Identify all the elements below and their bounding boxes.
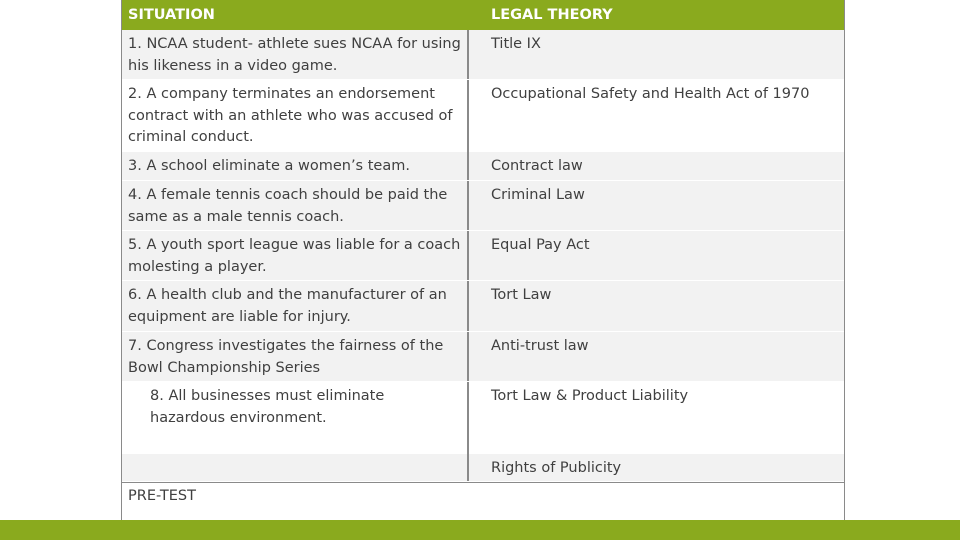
situation-cell: 3. A school eliminate a women’s team. <box>122 152 469 180</box>
table-footer-row <box>122 482 844 520</box>
table-header-row <box>122 0 844 30</box>
situation-cell: 8. All businesses must eliminate hazardous environment. <box>122 382 469 454</box>
table-row <box>122 454 844 482</box>
legal-theory-table <box>121 0 845 520</box>
table-row <box>122 30 844 80</box>
pre-test-label: PRE-TEST <box>128 488 196 504</box>
situation-cell: 1. NCAA student- athlete sues NCAA for using his likeness in a video game. <box>122 30 469 79</box>
table-row <box>122 231 844 281</box>
theory-cell: Occupational Safety and Health Act of 1970 <box>491 86 810 102</box>
table-row <box>122 382 844 454</box>
bottom-accent-bar <box>0 520 960 540</box>
table-row <box>122 80 844 152</box>
table-row <box>122 181 844 231</box>
theory-cell: Rights of Publicity <box>491 460 622 476</box>
table-row <box>122 332 844 382</box>
situation-cell: 4. A female tennis coach should be paid the same as a male tennis coach. <box>122 181 469 230</box>
theory-cell: Equal Pay Act <box>491 237 590 253</box>
header-situation: SITUATION <box>128 7 215 23</box>
situation-cell <box>122 454 469 481</box>
situation-cell: 6. A health club and the manufacturer of an equipment are liable for injury. <box>122 281 469 331</box>
theory-cell: Anti-trust law <box>491 338 589 354</box>
table-row <box>122 281 844 332</box>
situation-cell: 2. A company terminates an endorsement contract with an athlete who was accused of criminal conduct. <box>122 80 469 152</box>
header-legal-theory: LEGAL THEORY <box>491 7 613 23</box>
theory-cell: Contract law <box>491 158 583 174</box>
table-row <box>122 152 844 181</box>
theory-cell: Title IX <box>491 36 541 52</box>
theory-cell: Criminal Law <box>491 187 585 203</box>
situation-cell: 7. Congress investigates the fairness of the Bowl Championship Series <box>122 332 469 381</box>
theory-cell: Tort Law & Product Liability <box>491 388 689 404</box>
theory-cell: Tort Law <box>491 287 552 303</box>
situation-cell: 5. A youth sport league was liable for a coach molesting a player. <box>122 231 469 280</box>
